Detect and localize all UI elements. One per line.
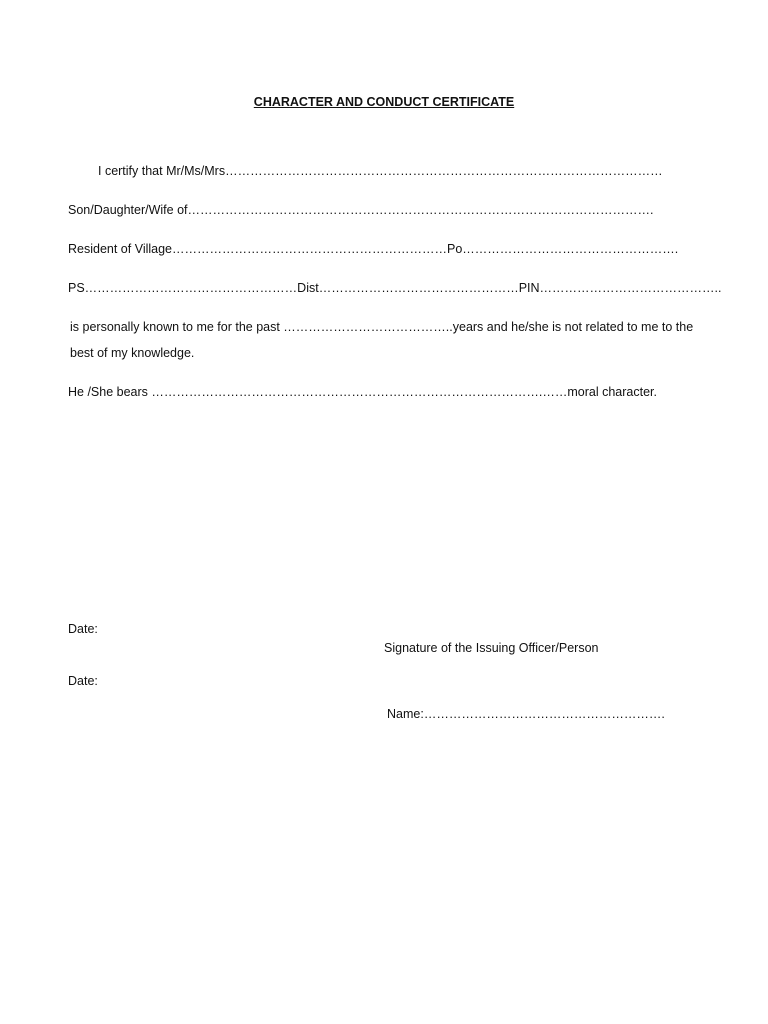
date-label-1: Date: xyxy=(68,622,98,636)
signature-label: Signature of the Issuing Officer/Person xyxy=(384,641,599,655)
certify-line: I certify that Mr/Ms/Mrs…………………………………………………………………………………………… xyxy=(98,164,663,178)
known-period-paragraph: is personally known to me for the past …………………………………..years and he/she is not related to me to the best of my knowledge. xyxy=(70,320,694,360)
relation-line: Son/Daughter/Wife of…………………………………………………………………………………………………. xyxy=(68,203,654,217)
residence-line: Resident of Village…………………………………………………………Po……………………………………………. xyxy=(68,242,679,256)
certificate-title: CHARACTER AND CONDUCT CERTIFICATE xyxy=(253,95,515,109)
name-line: Name:…………………………………………………. xyxy=(387,707,665,721)
moral-character-line: He /She bears ………………………………………………………………………………….……moral character. xyxy=(68,385,657,399)
address-line: PS……………………………………………Dist…………………………………………PIN…………………………………….. xyxy=(68,281,722,295)
date-label-2: Date: xyxy=(68,674,98,688)
